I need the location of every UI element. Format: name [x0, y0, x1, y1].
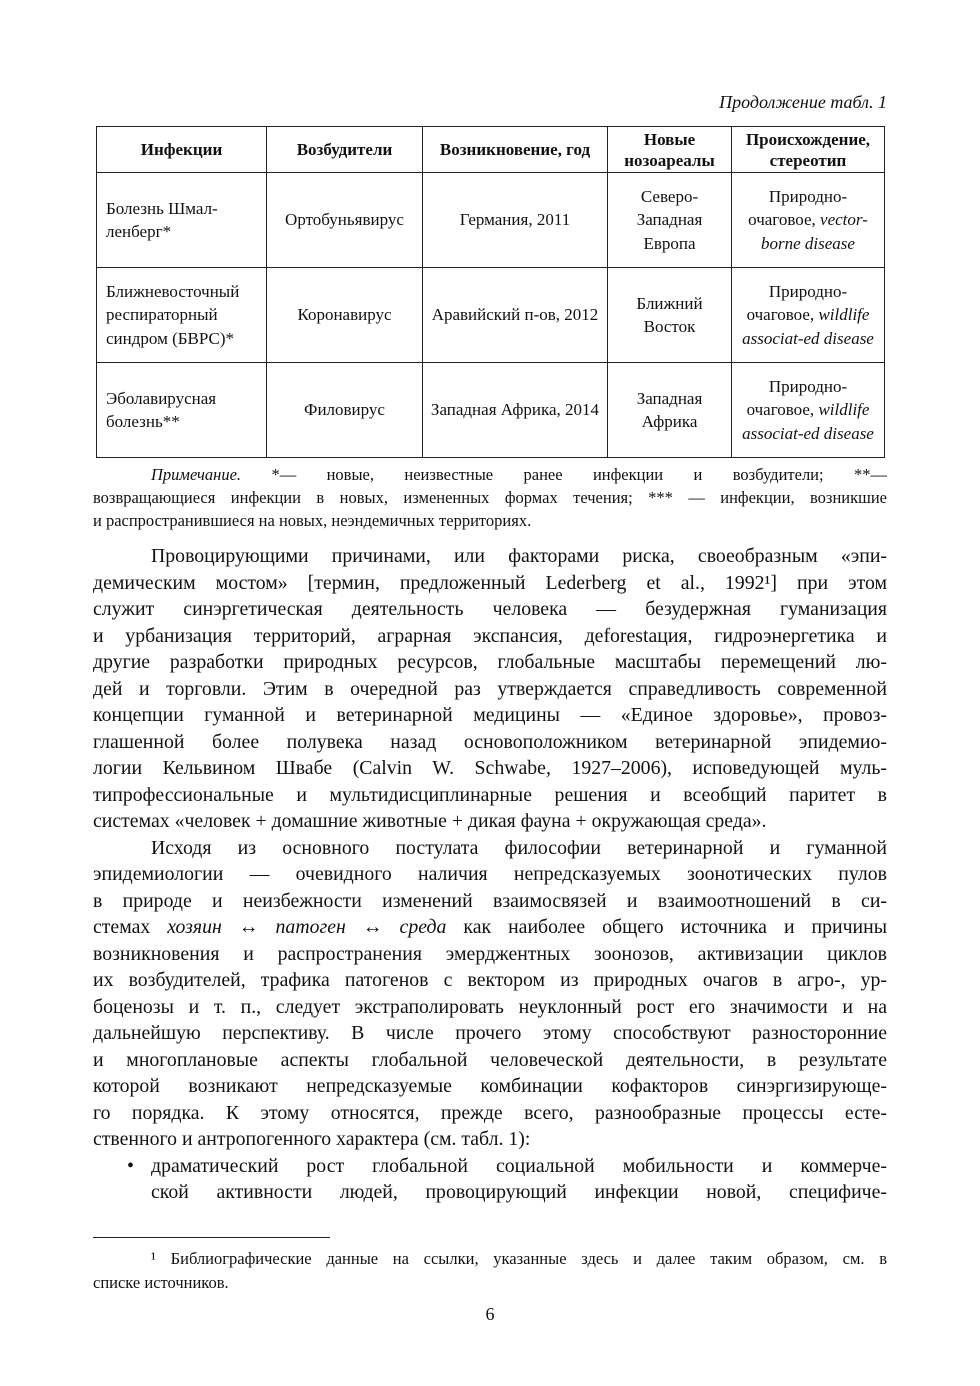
column-header: Новые нозоареалы — [608, 127, 732, 173]
text-line: ственного и антропогенного характера (см. табл. 1): — [93, 1128, 531, 1150]
footnote-divider — [93, 1237, 330, 1238]
type-main: Природно-очаговое, — [746, 281, 848, 325]
text-line: дей и торговли. Этим в очередной раз утверждается справедливость современной — [93, 677, 887, 700]
table-header-row — [97, 127, 885, 173]
column-header: Происхождение, стереотип — [732, 127, 885, 173]
text-line: типрофессиональные и мультидисциплинарные решения и всеобщий паритет в — [93, 783, 887, 806]
table-row — [97, 363, 885, 458]
type-en: wildlife associat-ed disease — [742, 305, 874, 348]
column-header: Возникновение, год — [423, 127, 608, 173]
origin-cell: Аравийский п-ов, 2012 — [423, 268, 608, 363]
infection-cell: Ближневосточный респираторный синдром (БВРС)* — [97, 268, 267, 363]
text-line: концепции гуманной и ветеринарной медицины — «Единое здоровье», провоз- — [93, 704, 887, 726]
pathogen-cell: Филовирус — [267, 363, 423, 458]
type-cell — [732, 173, 885, 268]
footnote — [93, 1247, 887, 1295]
column-header: Инфекции — [97, 127, 267, 173]
origin-cell: Германия, 2011 — [423, 173, 608, 268]
bullet-icon: • — [127, 1154, 134, 1177]
text-segment: стемах — [93, 916, 168, 938]
text-line: демическим мостом» [термин, предложенный Lederberg et al., 1992¹] при этом — [93, 571, 887, 594]
text-line: другие разработки природных ресурсов, глобальные масштабы перемещений лю- — [93, 651, 887, 673]
areas-cell: Западная Африка — [608, 363, 732, 458]
type-cell — [732, 268, 885, 363]
text-line: списке источников. — [93, 1273, 229, 1292]
text-line: которой возникают непредсказуемые комбинации кофакторов синэргизирующе- — [93, 1075, 887, 1097]
text-line: эпидемиологии — очевидного наличия непредсказуемых зоонотических пулов — [93, 863, 887, 885]
text-line: Исходя из основного постулата философии ветеринарной и гуманной — [151, 836, 887, 859]
table-continuation-label: Продолжение табл. 1 — [719, 92, 887, 112]
pathogen-cell: Коронавирус — [267, 268, 423, 363]
text-line: и распространившиеся на новых, неэндемичных территориях. — [93, 511, 532, 530]
type-main: Природно-очаговое, — [746, 376, 848, 420]
table-note — [93, 463, 887, 532]
bullet-item — [93, 1153, 887, 1206]
text-line: возникновения и распространения эмерджентных зоонозов, активизации циклов — [93, 942, 887, 965]
text-line: дальнейшую перспективу. В числе прочего этому способствуют разносторонние — [93, 1022, 887, 1044]
infections-table — [96, 126, 885, 458]
text-line: ¹ Библиографические данные на ссылки, указанные здесь и далее таким образом, см. в — [151, 1249, 887, 1268]
paragraph — [93, 835, 887, 1153]
text-line: логии Кельвином Швабе (Calvin W. Schwabe, 1927–2006), исповедующей муль- — [93, 757, 887, 779]
text-line: и многоплановые аспекты глобальной человеческой деятельности, в результате — [93, 1048, 887, 1071]
type-cell — [732, 363, 885, 458]
areas-cell: Северо-Западная Европа — [608, 173, 732, 268]
text-line: го порядка. К этому относятся, прежде всего, разнообразные процессы есте- — [93, 1101, 887, 1124]
type-main: Природно-очаговое, — [748, 186, 848, 230]
table-row — [97, 268, 885, 363]
column-header: Возбудители — [267, 127, 423, 173]
body-text — [93, 543, 887, 1206]
italic-text: Примечание. — [151, 465, 242, 484]
text-line: Провоцирующими причинами, или факторами риска, своеобразным «эпи- — [151, 545, 887, 567]
text-line — [93, 463, 887, 486]
table-row — [97, 173, 885, 268]
text-line: глашенной более полувека назад основоположником ветеринарной эпидемио- — [93, 730, 887, 753]
pathogen-cell: Ортобуньявирус — [267, 173, 423, 268]
text-line: и урбанизация территорий, аграрная экспансия, деforestация, гидроэнергетика и — [93, 624, 887, 647]
text-line: системах «человек + домашние животные + дикая фауна + окружающая среда». — [93, 810, 767, 832]
text-segment: как наиболее общего источника и причины — [446, 916, 887, 938]
text-line: ской активности людей, провоцирующий инфекции новой, специфиче- — [151, 1181, 887, 1203]
text-line: их возбудителей, трафика патогенов с вектором из природных очагов в агро-, ур- — [93, 969, 887, 991]
type-en: vector-borne disease — [761, 210, 868, 253]
text-line — [93, 914, 887, 941]
infection-cell: Болезнь Шмал-ленберг* — [97, 173, 267, 268]
areas-cell: Ближний Восток — [608, 268, 732, 363]
text-line: драматический рост глобальной социальной мобильности и коммерче- — [151, 1154, 887, 1177]
text-line: возвращающиеся инфекции в новых, измененных формах течения; *** — инфекции, возникшие — [93, 488, 887, 507]
paragraph — [93, 543, 887, 835]
text-line: в природе и неизбежности изменений взаимосвязей и взаимоотношений в си- — [93, 889, 887, 912]
text-line: служит синэргетическая деятельность человека — безудержная гуманизация — [93, 598, 887, 620]
text-segment: *— новые, неизвестные ранее инфекции и возбудители; **— — [241, 465, 887, 484]
origin-cell: Западная Африка, 2014 — [423, 363, 608, 458]
italic-text: хозяин ↔ патоген ↔ среда — [167, 916, 447, 938]
page-number: 6 — [485, 1304, 495, 1324]
text-line: боценозы и т. п., следует экстраполировать неуклонный рост его значимости и на — [93, 995, 887, 1018]
infection-cell: Эболавирусная болезнь** — [97, 363, 267, 458]
type-en: wildlife associat-ed disease — [742, 400, 874, 443]
